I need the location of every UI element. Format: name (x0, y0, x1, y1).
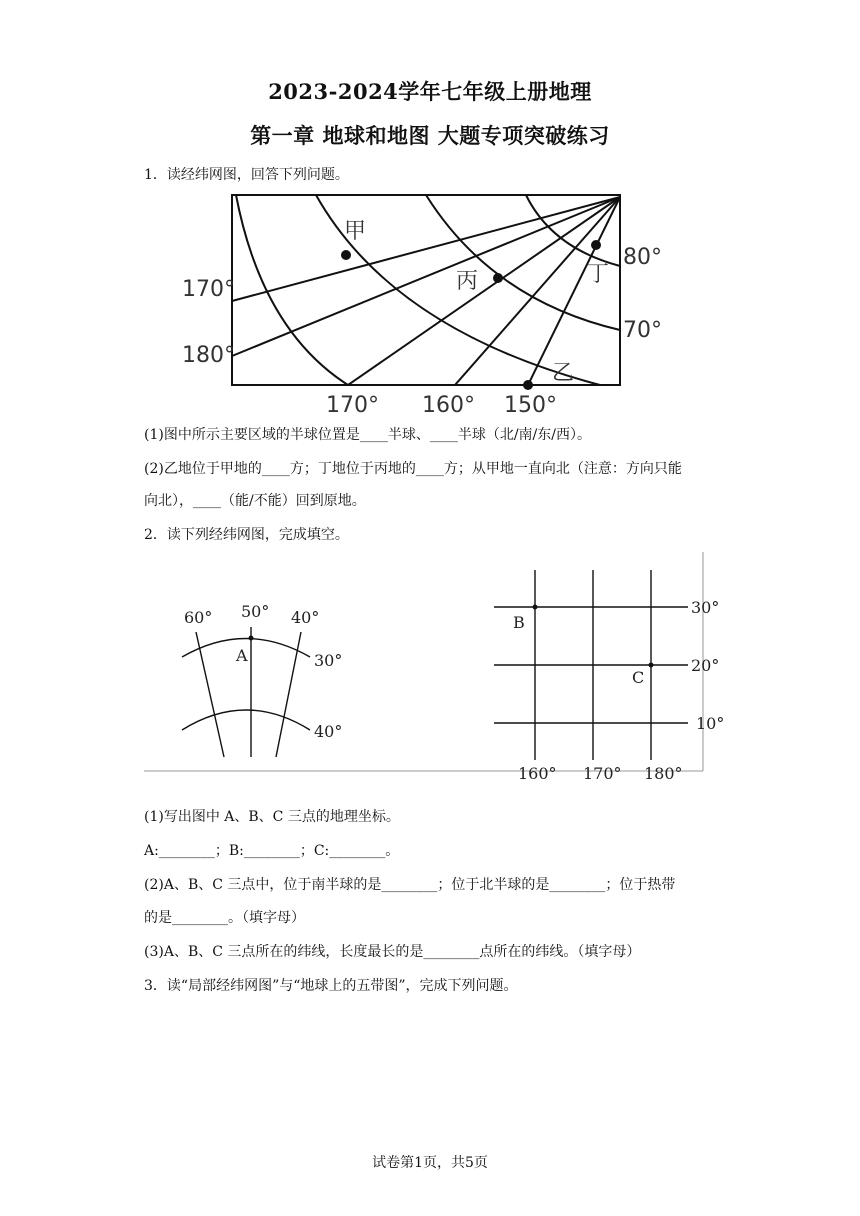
q1-lat-label: 70° (623, 318, 662, 343)
q1-point-label: 乙 (552, 361, 575, 386)
q2-point-b (533, 605, 538, 610)
q1-sub2-line2: 向北），____（能/不能）回到原地。 (144, 493, 366, 509)
q2-right-lon-label: 160° (518, 764, 557, 783)
q1-sub1: (1)图中所示主要区域的半球位置是____半球、____半球（北/南/东/西）。 (144, 427, 591, 443)
q2-left-parallel (182, 710, 310, 730)
q2-left-lat-label: 30° (314, 651, 343, 670)
q1-lon-label: 160° (422, 393, 475, 418)
q2-right-lat-label: 10° (696, 714, 725, 733)
q1-sub2-line1: (2)乙地位于甲地的____方；丁地位于丙地的____方；从甲地一直向北（注意：方向只能 (144, 461, 682, 477)
q2-right-lat-label: 20° (691, 656, 720, 675)
question-1-stem: 1．读经纬网图，回答下列问题。 (144, 167, 349, 183)
q2-left-lon-label: 60° (184, 608, 213, 627)
q2-point-c (649, 663, 654, 668)
q2-right-point-label: B (513, 613, 525, 632)
q1-lon-label: 170° (326, 393, 379, 418)
q2-sub3: (3)A、B、C 三点所在的纬线，长度最长的是________点所在的纬线。（填字母） (144, 944, 641, 960)
q2-point-a (249, 636, 254, 641)
question-2-stem: 2．读下列经纬网图，完成填空。 (144, 527, 349, 543)
q2-right-lon-label: 170° (583, 764, 622, 783)
q2-left-meridian (196, 632, 224, 757)
q2-sub2-line2: 的是________。（填字母） (144, 910, 305, 926)
q2-right-lat-label: 30° (691, 598, 720, 617)
document-subtitle: 第一章 地球和地图 大题专项突破练习 (250, 123, 610, 148)
q1-lon-label: 170° (182, 277, 235, 302)
q1-point-label: 丙 (456, 269, 479, 294)
q2-right-lon-label: 180° (644, 764, 683, 783)
q2-left-point-label: A (236, 646, 248, 665)
q1-lon-label: 150° (504, 393, 557, 418)
q2-right-point-label: C (632, 668, 645, 687)
q2-sub2-line1: (2)A、B、C 三点中，位于南半球的是________；位于北半球的是________；位于热带 (144, 877, 676, 893)
q2-sub1: (1)写出图中 A、B、C 三点的地理坐标。 (144, 809, 400, 825)
q1-point-label: 丁 (587, 262, 610, 287)
document-title: 2023-2024学年七年级上册地理 (268, 79, 592, 104)
q1-lat-label: 80° (623, 245, 662, 270)
question-3-stem: 3．读“局部经纬网图”与“地球上的五带图”，完成下列问题。 (144, 978, 518, 994)
q2-left-lat-label: 40° (314, 722, 343, 741)
q1-lon-label: 180° (182, 343, 235, 368)
q1-point-label: 甲 (344, 219, 367, 244)
page-footer: 试卷第1页，共5页 (372, 1155, 488, 1171)
q2-sub1-blanks: A:________；B:________；C:________。 (144, 843, 400, 859)
q2-left-lon-label: 50° (241, 602, 270, 621)
q2-left-lon-label: 40° (291, 608, 320, 627)
